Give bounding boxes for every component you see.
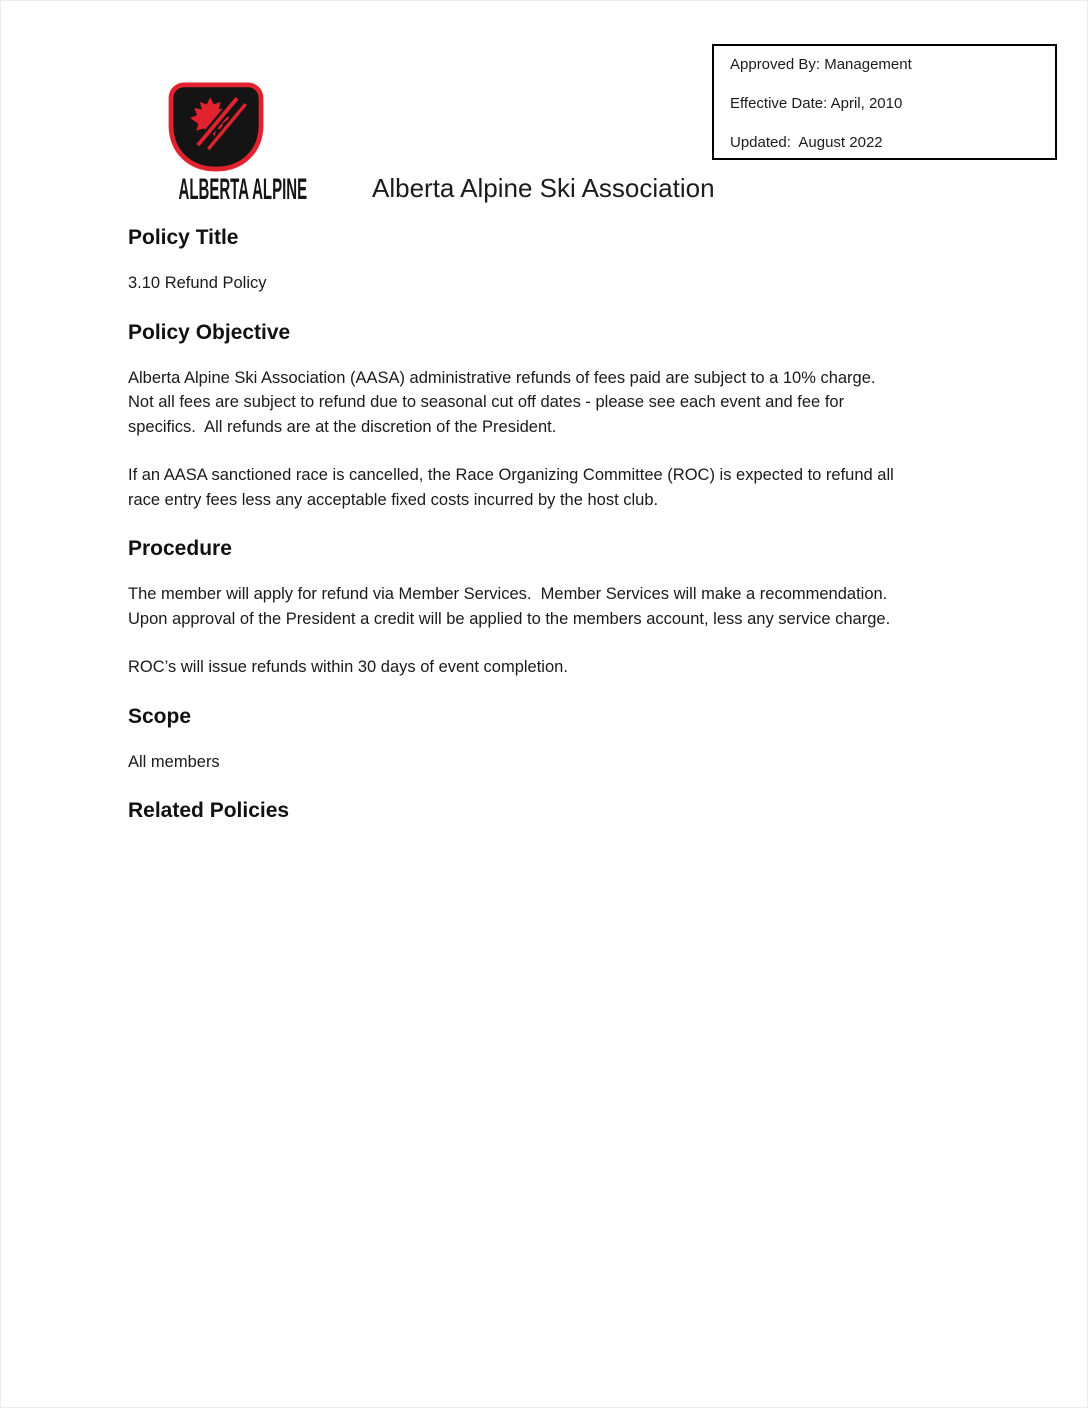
section-heading: Procedure — [128, 537, 232, 560]
alberta-alpine-logo — [141, 82, 308, 207]
section-policy-title — [128, 225, 901, 296]
section-heading: Policy Title — [128, 226, 239, 249]
section-related-policies — [128, 798, 901, 824]
logo-wordmark: ALBERTA ALPINE — [178, 173, 308, 206]
procedure-paragraph: The member will apply for refund via Member Services. Member Services will make a recommendation. Upon approval of the President a credit will be applied to the members account, less any service charge. — [128, 585, 892, 628]
section-procedure — [128, 536, 901, 680]
effective-date-line: Effective Date: April, 2010 — [730, 95, 903, 112]
scope-text: All members — [128, 752, 220, 771]
section-scope — [128, 704, 901, 775]
section-heading: Policy Objective — [128, 320, 291, 344]
approval-info-box — [712, 44, 1057, 160]
procedure-paragraph: ROC’s will issue refunds within 30 days of event completion. — [128, 658, 568, 676]
section-heading: Related Policies — [128, 799, 290, 822]
document-title: Alberta Alpine Ski Association — [372, 173, 715, 203]
section-heading: Scope — [128, 704, 192, 728]
policy-objective-paragraph: Alberta Alpine Ski Association (AASA) administrative refunds of fees paid are subject to a 10% charge. Not all fees are subject to refund due to seasonal cut off dates - please see each event and fee for specifics. All refunds are at the discretion of the President. — [128, 368, 881, 436]
approved-by-line: Approved By: Management — [730, 56, 912, 73]
section-policy-objective — [128, 320, 901, 513]
maple-leaf-ski-shield-icon — [168, 82, 264, 172]
document-body — [128, 225, 901, 844]
updated-line: Updated: August 2022 — [730, 134, 883, 151]
policy-title-text: 3.10 Refund Policy — [128, 274, 267, 292]
policy-objective-paragraph: If an AASA sanctioned race is cancelled, the Race Organizing Committee (ROC) is expected to refund all race entry fees less any acceptable fixed costs incurred by the host club. — [128, 466, 899, 509]
